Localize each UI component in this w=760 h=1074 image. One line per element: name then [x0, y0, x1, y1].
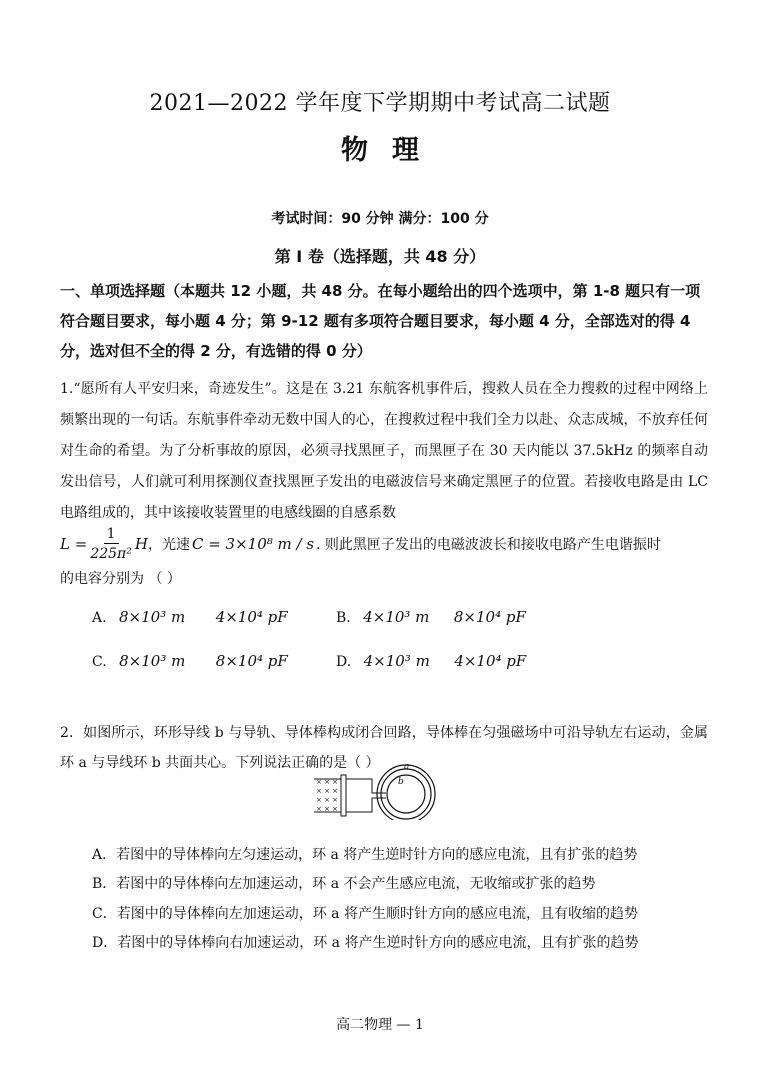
lead-wires [362, 779, 386, 812]
option-wavelength: 4×10³ m [363, 652, 430, 670]
q2-option-a[interactable]: A．若图中的导体棒向左匀速运动，环 a 将产生逆时针方向的感应电流，且有扩张的趋势 [92, 847, 638, 863]
question-2-stem: 2．如图所示，环形导线 b 与导轨、导体棒构成闭合回路，导体棒在匀强磁场中可沿导轨左右运动，金属环 a 与导线环 b 共面共心。下列说法正确的是（ ） [60, 725, 708, 771]
label-b: b [398, 777, 404, 787]
formula-c: C = 3×10⁸ m / s [191, 535, 315, 553]
formula-tail: . 则此黑匣子发出的电磁波波长和接收电路产生电谐振时 [316, 537, 661, 553]
option-wavelength: 8×10³ m [119, 652, 186, 670]
exam-title: 2021—2022 学年度下学期期中考试高二试题 [149, 91, 611, 116]
option-letter: D. [336, 654, 352, 670]
label-a: a [404, 762, 410, 772]
option-letter: B. [336, 610, 351, 626]
svg-text:× × ×: × × × [316, 787, 339, 795]
exam-info: 考试时间：90 分钟 满分：100 分 [271, 211, 489, 227]
option-capacitance: 8×10⁴ pF [453, 608, 526, 626]
fraction-numerator: 1 [104, 525, 119, 544]
q1-option-c[interactable] [92, 652, 288, 670]
option-capacitance: 4×10⁴ pF [215, 608, 288, 626]
option-capacitance: 4×10⁴ pF [454, 652, 527, 670]
question-1-stem: 1.“愿所有人平安归来，奇迹发生”。这是在 3.21 东航客机事件后，搜救人员在全力搜救的过程中网络上频繁出现的一句话。东航事件牵动无数中国人的心，在搜救过程中我们全力以赴、众志成城，不放弃任何对生命的希望。为了分析事故的原因，必须寻找黑匣子，而黑匣子在 30 天内能以 37.5kHz 的频率自动发出信号，人们就可利用探测仪查找黑匣子发出的电磁波信号来确定黑匣子的位置。若接收电路是由 LC 电路组成的，其中该接收装置里的电感线圈的自感系数 [60, 381, 708, 521]
page-footer: 高二物理 — 1 [336, 1017, 424, 1033]
svg-text:× × ×: × × × [316, 796, 339, 804]
ring-a-inner [381, 769, 431, 819]
section-heading: 一、单项选择题（本题共 12 小题，共 48 分。在每小题给出的四个选项中，第 1-8 题只有一项符合题目要求，每小题 4 分；第 9-12 题有多项符合题目要求，每小题 4 分，全部选对的得 4 分，选对但不全的得 2 分，有选错的得 0 分） [60, 282, 701, 360]
volume-heading: 第 I 卷（选择题，共 48 分） [274, 247, 486, 266]
subject-title: 物理 [341, 135, 443, 166]
formula-l: L = [60, 535, 88, 553]
q1-option-a[interactable] [92, 608, 288, 626]
q2-option-b[interactable]: B．若图中的导体棒向左加速运动，环 a 不会产生感应电流，无收缩或扩张的趋势 [92, 876, 596, 892]
circuit-figure [312, 760, 444, 820]
fraction-denominator: 225π² [90, 545, 132, 562]
option-wavelength: 4×10³ m [363, 608, 430, 626]
conductor-rod [341, 775, 346, 816]
magnetic-field-crosses [316, 778, 338, 813]
q1-option-d[interactable] [336, 652, 526, 670]
q2-option-c[interactable]: C．若图中的导体棒向左加速运动，环 a 将产生顺时针方向的感应电流，且有收缩的趋势 [92, 906, 638, 922]
ring-b [387, 775, 425, 813]
formula-mid: ，光速 [147, 537, 190, 553]
option-letter: C. [92, 654, 107, 670]
option-wavelength: 8×10³ m [119, 608, 186, 626]
svg-text:× × ×: × × × [316, 805, 339, 813]
option-letter: A. [92, 610, 107, 626]
q2-option-d[interactable]: D．若图中的导体棒向右加速运动，环 a 将产生逆时针方向的感应电流，且有扩张的趋势 [92, 935, 639, 951]
question-1-formula [60, 520, 661, 568]
svg-text:× × ×: × × × [316, 778, 339, 786]
formula-unit: H [134, 535, 148, 553]
question-1-tail: 的电容分别为 （ ） [60, 571, 181, 587]
option-capacitance: 8×10⁴ pF [215, 652, 288, 670]
q1-option-b[interactable] [336, 608, 526, 626]
formula-fraction [90, 525, 132, 564]
